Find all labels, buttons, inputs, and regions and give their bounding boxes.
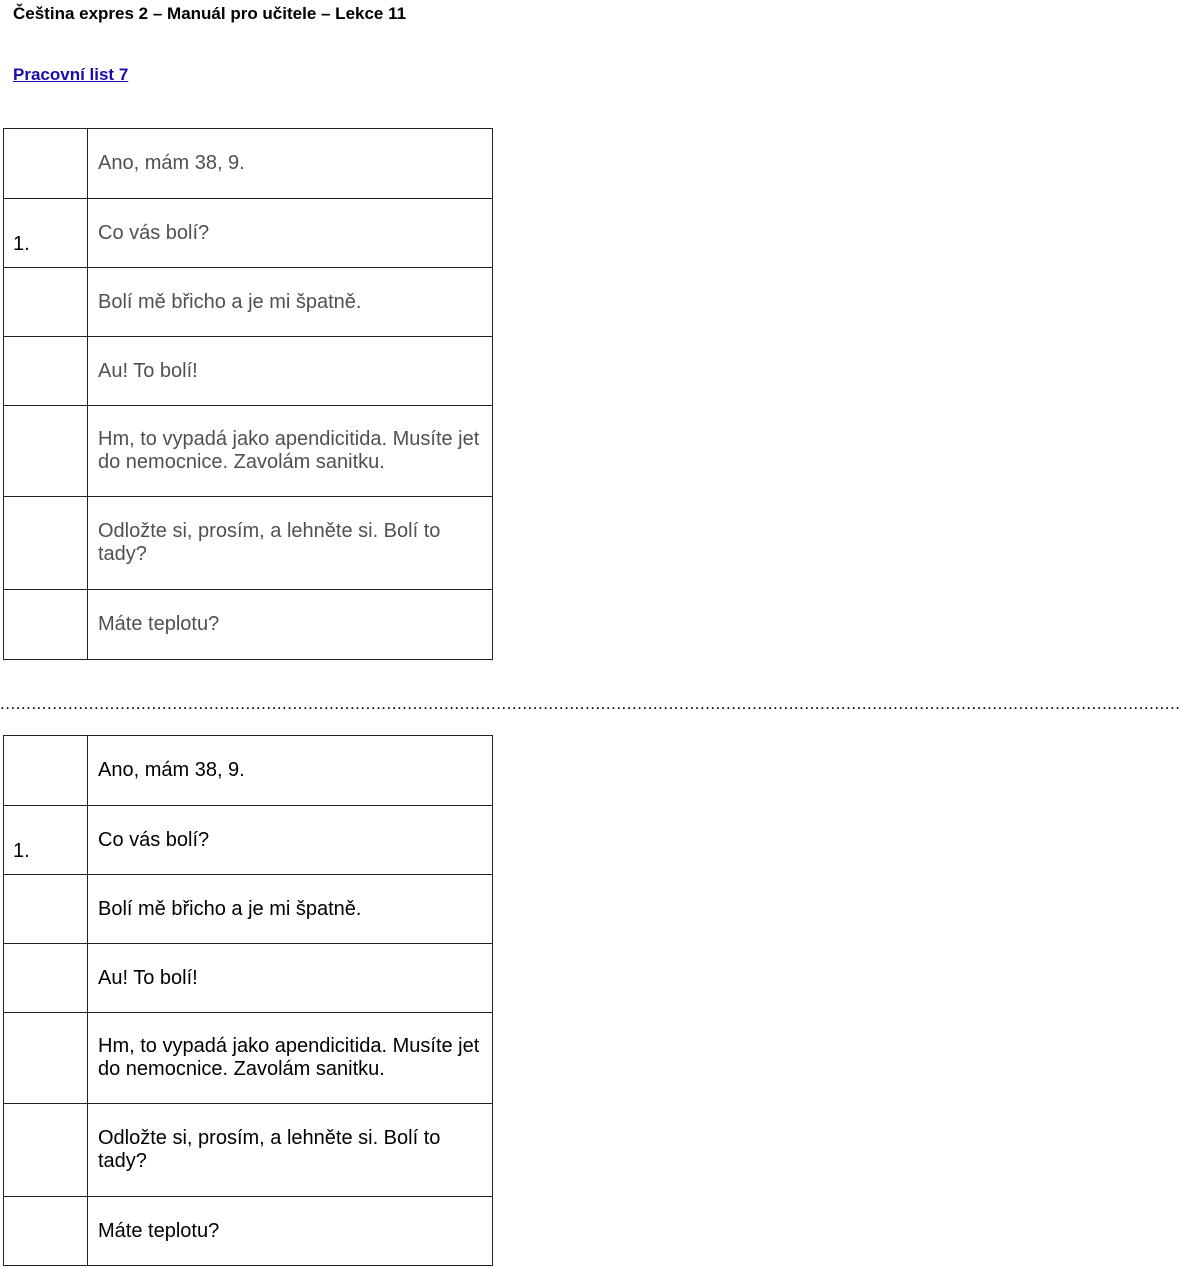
page-title: Čeština expres 2 – Manuál pro učitele – Lekce 11: [13, 4, 407, 23]
dialog-line: Odložte si, prosím, a lehněte si. Bolí to tady?: [88, 1104, 493, 1197]
table-row: [4, 736, 493, 806]
table-row: [4, 497, 493, 590]
row-number-cell: 1.: [4, 199, 88, 268]
dialog-table-top: [3, 128, 493, 660]
row-number-cell: [4, 1013, 88, 1104]
dialog-line: Hm, to vypadá jako apendicitida. Musíte jet do nemocnice. Zavolám sanitku.: [88, 406, 493, 497]
dialog-line: Odložte si, prosím, a lehněte si. Bolí to tady?: [88, 497, 493, 590]
dialog-line: Hm, to vypadá jako apendicitida. Musíte jet do nemocnice. Zavolám sanitku.: [88, 1013, 493, 1104]
dialog-line: Bolí mě břicho a je mi špatně.: [88, 268, 493, 337]
table-row: [4, 944, 493, 1013]
table-row: [4, 129, 493, 199]
dialog-line: Máte teplotu?: [88, 1197, 493, 1266]
row-number-cell: [4, 268, 88, 337]
row-number-cell: [4, 406, 88, 497]
dialog-line: Ano, mám 38, 9.: [88, 736, 493, 806]
table-row: [4, 590, 493, 660]
table-row: [4, 875, 493, 944]
table-row: [4, 1013, 493, 1104]
table-row: [4, 806, 493, 875]
dialog-line: Máte teplotu?: [88, 590, 493, 660]
dialog-line: Ano, mám 38, 9.: [88, 129, 493, 199]
dialog-table-bottom: [3, 735, 493, 1266]
cut-line-separator: ..................................................................................................................................................................................................................................: [0, 694, 1180, 713]
row-number-cell: [4, 875, 88, 944]
row-number-cell: [4, 1104, 88, 1197]
row-number-cell: [4, 736, 88, 806]
row-number-cell: [4, 129, 88, 199]
worksheet-link[interactable]: Pracovní list 7: [13, 65, 129, 84]
row-number-cell: 1.: [4, 806, 88, 875]
dialog-line: Co vás bolí?: [88, 806, 493, 875]
table-row: [4, 1197, 493, 1266]
row-number-cell: [4, 1197, 88, 1266]
row-number-cell: [4, 944, 88, 1013]
dialog-line: Bolí mě břicho a je mi špatně.: [88, 875, 493, 944]
dialog-line: Au! To bolí!: [88, 337, 493, 406]
table-row: [4, 337, 493, 406]
row-number-cell: [4, 590, 88, 660]
row-number-cell: [4, 337, 88, 406]
table-row: [4, 268, 493, 337]
dialog-line: Co vás bolí?: [88, 199, 493, 268]
table-row: [4, 199, 493, 268]
table-row: [4, 406, 493, 497]
table-row: [4, 1104, 493, 1197]
row-number-cell: [4, 497, 88, 590]
dialog-line: Au! To bolí!: [88, 944, 493, 1013]
